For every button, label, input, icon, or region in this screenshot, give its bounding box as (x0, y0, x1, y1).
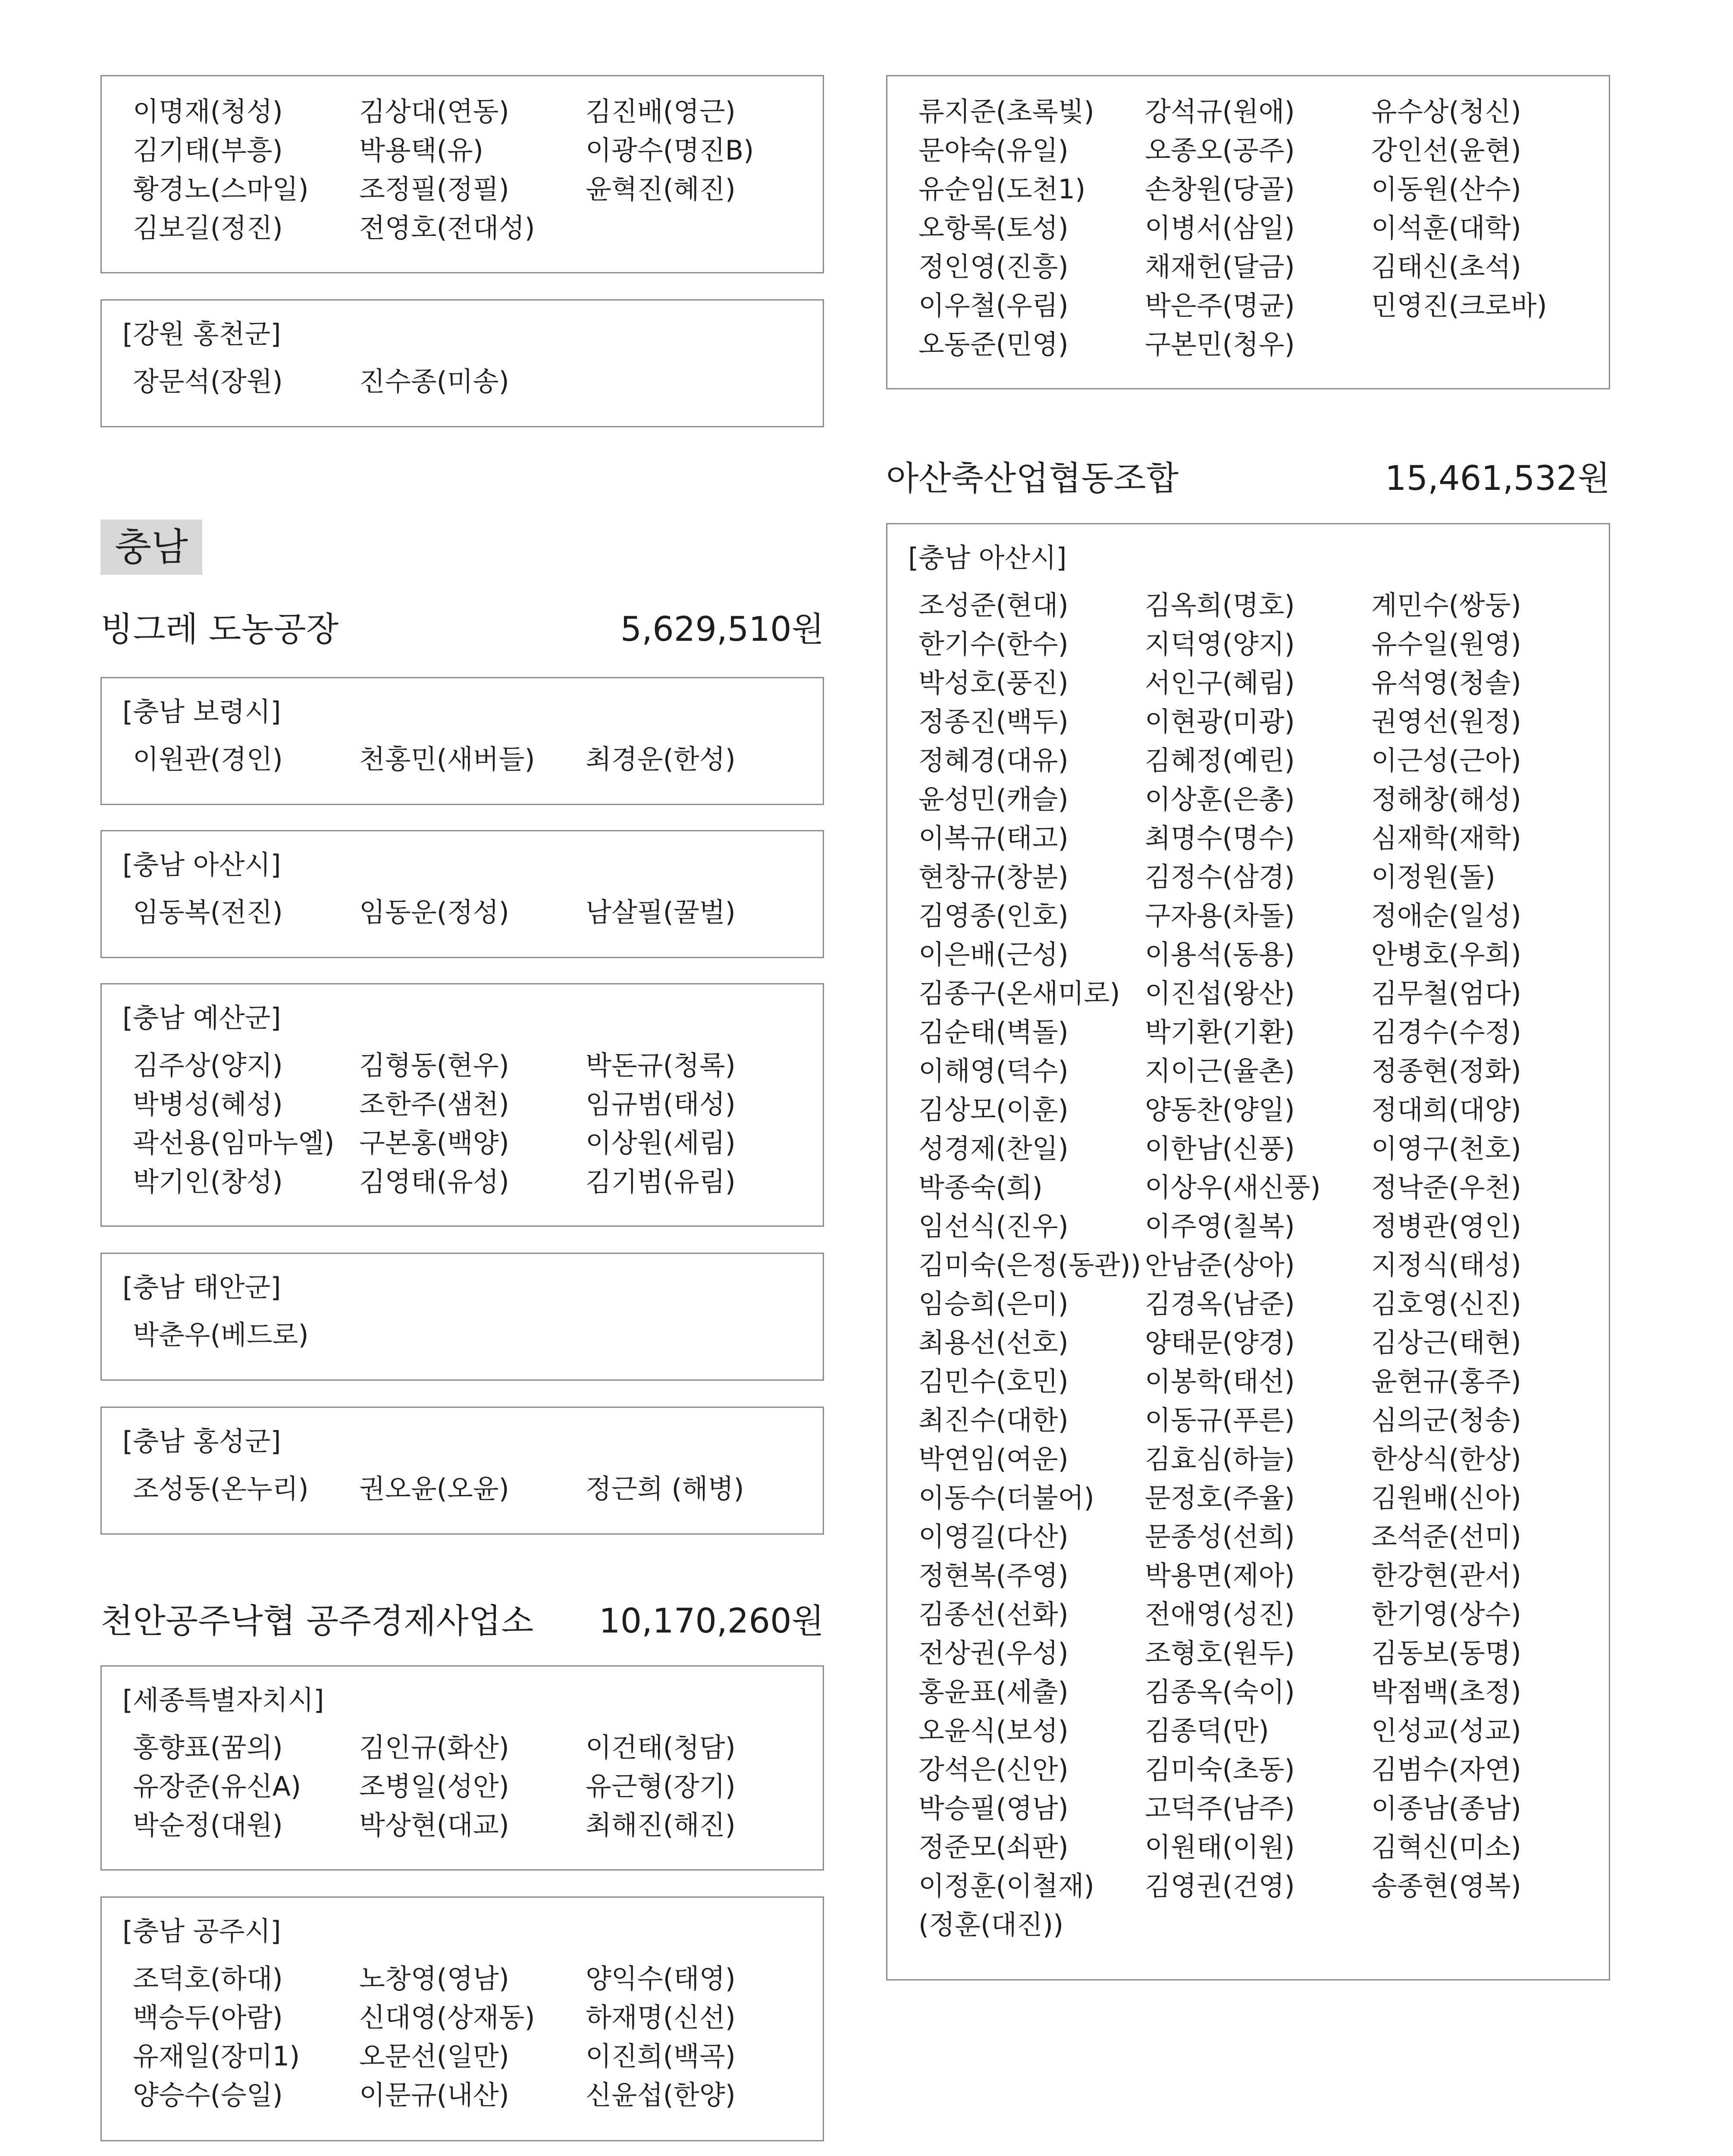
member-name: 김동보(동명) (1371, 1637, 1521, 1669)
member-name: 정종진(백두) (918, 706, 1069, 737)
member-name: 안병호(우희) (1371, 939, 1521, 970)
member-name: 유수상(청신) (1371, 96, 1521, 127)
member-name: 민영진(크로바) (1371, 290, 1547, 321)
member-name: 서인구(혜림) (1145, 667, 1295, 699)
org-amount: 15,461,532원 (1385, 459, 1610, 498)
member-name: 김무철(엄다) (1371, 978, 1521, 1009)
member-name: 박춘우(베드로) (133, 1319, 309, 1351)
member-name: 박기인(창성) (133, 1166, 283, 1197)
member-name: 윤혁진(혜진) (586, 173, 736, 205)
member-name: 이동규(푸른) (1145, 1404, 1295, 1436)
member-name: 박병성(혜성) (133, 1088, 283, 1120)
section-label: 충남 (100, 520, 202, 575)
member-name: 김정수(삼경) (1145, 861, 1295, 893)
member-name: 이광수(명진B) (586, 135, 754, 166)
member-name: 현창규(창분) (918, 861, 1069, 893)
member-name: 이종남(종남) (1371, 1792, 1521, 1824)
member-name: 권영선(원정) (1371, 706, 1521, 737)
region-label: [세종특별자치시] (122, 1684, 324, 1716)
org-amount: 5,629,510원 (620, 610, 824, 649)
member-name: 김보길(정진) (133, 212, 283, 244)
member-name: 성경제(찬일) (918, 1133, 1069, 1164)
member-name: 이봉학(태선) (1145, 1366, 1295, 1397)
member-name: 김인규(화산) (359, 1732, 509, 1763)
member-name: 박용면(제아) (1145, 1560, 1295, 1591)
member-name: 김주상(양지) (133, 1050, 283, 1081)
region-box-gangwon-hongcheon (100, 299, 824, 427)
member-name: 이문규(내산) (359, 2079, 509, 2111)
member-name: 박연임(여운) (918, 1443, 1069, 1475)
member-name: 유석영(청솔) (1371, 667, 1521, 699)
member-name: 고덕주(남주) (1145, 1792, 1295, 1824)
member-name: 박용택(유) (359, 135, 483, 166)
member-name: 유순임(도천1) (918, 173, 1086, 205)
member-name: 조한주(샘천) (359, 1088, 509, 1120)
member-name: 이우철(우림) (918, 290, 1069, 321)
member-name: 최경운(한성) (586, 743, 736, 775)
member-name: (정훈(대진)) (918, 1909, 1064, 1940)
member-name: 이진섭(왕산) (1145, 978, 1295, 1009)
member-name: 한기영(상수) (1371, 1598, 1521, 1630)
member-name: 정애순(일성) (1371, 900, 1521, 931)
member-name: 문종성(선희) (1145, 1521, 1295, 1552)
region-label: [충남 보령시] (122, 696, 281, 727)
region-label: [충남 공주시] (122, 1915, 281, 1947)
member-name: 양태문(양경) (1145, 1327, 1295, 1358)
member-name: 정종현(정화) (1371, 1055, 1521, 1087)
region-box (100, 1407, 824, 1535)
member-name: 이영구(천호) (1371, 1133, 1521, 1164)
member-name: 이복규(태고) (918, 822, 1069, 854)
member-name: 김옥희(명호) (1145, 589, 1295, 621)
member-name: 박성호(풍진) (918, 667, 1069, 699)
member-name: 이은배(근성) (918, 939, 1069, 970)
member-name: 손창원(당골) (1145, 173, 1295, 205)
member-name: 김태신(초석) (1371, 251, 1521, 282)
member-name: 이건태(청담) (586, 1732, 736, 1763)
member-name: 임선식(진우) (918, 1210, 1069, 1242)
region-box (100, 1253, 824, 1381)
region-box (100, 830, 824, 958)
member-name: 이영길(다산) (918, 1521, 1069, 1552)
member-name: 임승희(은미) (918, 1288, 1069, 1319)
member-name: 장문석(장원) (133, 366, 283, 397)
member-name: 노창영(영남) (359, 1963, 509, 1994)
member-name: 이상훈(은총) (1145, 783, 1295, 815)
member-name: 임규범(태성) (586, 1088, 736, 1120)
member-name: 김경수(수정) (1371, 1016, 1521, 1048)
region-label: [충남 홍성군] (122, 1426, 281, 1457)
member-name: 계민수(쌍둥) (1371, 589, 1521, 621)
member-name: 김기범(유림) (586, 1166, 736, 1197)
member-name: 한강현(관서) (1371, 1560, 1521, 1591)
member-name: 오동준(민영) (918, 329, 1069, 360)
member-name: 권오윤(오윤) (359, 1473, 509, 1504)
member-name: 문정호(주율) (1145, 1482, 1295, 1514)
member-name: 백승두(아람) (133, 2002, 283, 2033)
member-name: 오종오(공주) (1145, 135, 1295, 166)
member-name: 김원배(신아) (1371, 1482, 1521, 1514)
member-name: 구본민(청우) (1145, 329, 1295, 360)
member-name: 김범수(자연) (1371, 1754, 1521, 1785)
member-name: 조병일(성안) (359, 1771, 509, 1802)
member-name: 전영호(전대성) (359, 212, 535, 244)
member-name: 김상근(태현) (1371, 1327, 1521, 1358)
region-box (100, 983, 824, 1227)
member-name: 이근성(근아) (1371, 745, 1521, 776)
member-name: 강인선(윤현) (1371, 135, 1521, 166)
member-name: 송종현(영복) (1371, 1870, 1521, 1902)
member-name: 안남준(상아) (1145, 1249, 1295, 1281)
member-name: 조성동(온누리) (133, 1473, 309, 1504)
member-name: 조형호(원두) (1145, 1637, 1295, 1669)
member-name: 조정필(정필) (359, 173, 509, 205)
member-name: 전애영(성진) (1145, 1598, 1295, 1630)
member-name: 이원태(이원) (1145, 1831, 1295, 1863)
member-name: 이주영(칠복) (1145, 1210, 1295, 1242)
org-amount: 10,170,260원 (599, 1602, 824, 1641)
member-name: 홍윤표(세출) (918, 1676, 1069, 1708)
member-name: 유수일(원영) (1371, 628, 1521, 660)
member-name: 양동찬(양일) (1145, 1094, 1295, 1125)
member-name: 박승필(영남) (918, 1792, 1069, 1824)
member-name: 지정식(태성) (1371, 1249, 1521, 1281)
member-name: 윤현규(홍주) (1371, 1366, 1521, 1397)
member-name: 김종옥(숙이) (1145, 1676, 1295, 1708)
member-name: 최해진(해진) (586, 1809, 736, 1841)
region-label: [충남 아산시] (122, 849, 281, 881)
member-name: 신대영(상재동) (359, 2002, 535, 2033)
region-box (100, 677, 824, 805)
member-name: 남살필(꿀벌) (586, 896, 736, 928)
member-name: 이석훈(대학) (1371, 212, 1521, 244)
member-name: 정대희(대양) (1371, 1094, 1521, 1125)
member-name: 이병서(삼일) (1145, 212, 1295, 244)
region-label: [충남 예산군] (122, 1002, 281, 1034)
member-name: 신윤섭(한양) (586, 2079, 736, 2111)
member-name: 지이근(율촌) (1145, 1055, 1295, 1087)
member-name: 김영종(인호) (918, 900, 1069, 931)
member-name: 정근희 (해병) (586, 1473, 744, 1504)
org-title: 아산축산업협동조합 (886, 459, 1179, 498)
member-name: 박기환(기환) (1145, 1016, 1295, 1048)
member-name: 정낙준(우천) (1371, 1172, 1521, 1203)
member-name: 김미숙(초동) (1145, 1754, 1295, 1785)
member-name: 지덕영(양지) (1145, 628, 1295, 660)
member-name: 유근형(장기) (586, 1771, 736, 1802)
member-name: 채재헌(달금) (1145, 251, 1295, 282)
member-name: 정현복(주영) (918, 1560, 1069, 1591)
member-name: 정병관(영인) (1371, 1210, 1521, 1242)
member-name: 천홍민(새버들) (359, 743, 535, 775)
member-name: 김상모(이훈) (918, 1094, 1069, 1125)
member-name: 진수종(미송) (359, 366, 509, 397)
member-name: 양승수(승일) (133, 2079, 283, 2111)
member-name: 정준모(쇠판) (918, 1831, 1069, 1863)
member-name: 김종선(선화) (918, 1598, 1069, 1630)
member-name: 류지준(초록빛) (918, 96, 1094, 127)
member-name: 김진배(영근) (586, 96, 736, 127)
member-name: 유장준(유신A) (133, 1771, 301, 1802)
member-name: 정인영(진흥) (918, 251, 1069, 282)
member-name: 김영권(건영) (1145, 1870, 1295, 1902)
member-name: 강석은(신안) (918, 1754, 1069, 1785)
member-name: 이현광(미광) (1145, 706, 1295, 737)
member-name: 이상우(새신풍) (1145, 1172, 1321, 1203)
region-label: [충남 태안군] (122, 1272, 281, 1303)
member-name: 이진희(백곡) (586, 2040, 736, 2072)
member-name: 한상식(한상) (1371, 1443, 1521, 1475)
member-name: 이정원(돌) (1371, 861, 1495, 893)
member-name: 구자용(차돌) (1145, 900, 1295, 931)
member-name: 김경옥(남준) (1145, 1288, 1295, 1319)
member-name: 이용석(동용) (1145, 939, 1295, 970)
member-name: 인성교(성교) (1371, 1715, 1521, 1746)
member-name: 전상권(우성) (918, 1637, 1069, 1669)
member-name: 김영태(유성) (359, 1166, 509, 1197)
member-name: 최용선(선호) (918, 1327, 1069, 1358)
member-name: 이원관(경인) (133, 743, 283, 775)
member-name: 김호영(신진) (1371, 1288, 1521, 1319)
member-name: 심재학(재학) (1371, 822, 1521, 854)
member-name: 구본홍(백양) (359, 1127, 509, 1159)
member-name: 이동원(산수) (1371, 173, 1521, 205)
member-name: 이동수(더불어) (918, 1482, 1094, 1514)
member-name: 김기태(부흥) (133, 135, 283, 166)
member-name: 황경노(스마일) (133, 173, 309, 205)
member-name: 이해영(덕수) (918, 1055, 1069, 1087)
member-name: 한기수(한수) (918, 628, 1069, 660)
member-name: 조덕호(하대) (133, 1963, 283, 1994)
member-name: 김효심(하늘) (1145, 1443, 1295, 1475)
member-name: 이상원(세림) (586, 1127, 736, 1159)
region-box (100, 1665, 824, 1871)
member-name: 임동운(정성) (359, 896, 509, 928)
org-title: 빙그레 도농공장 (100, 610, 339, 649)
member-name: 김형동(현우) (359, 1050, 509, 1081)
member-name: 박돈규(청록) (586, 1050, 736, 1081)
org-title: 천안공주낙협 공주경제사업소 (100, 1602, 534, 1641)
member-name: 이명재(청성) (133, 96, 283, 127)
member-name: 김민수(호민) (918, 1366, 1069, 1397)
name-box (886, 75, 1610, 389)
member-name: 김혁신(미소) (1371, 1831, 1521, 1863)
member-name: 최명수(명수) (1145, 822, 1295, 854)
region-label: [충남 아산시] (908, 542, 1067, 573)
region-box-chungnam-asan (886, 523, 1610, 1981)
member-name: 정해창(해성) (1371, 783, 1521, 815)
member-name: 오문선(일만) (359, 2040, 509, 2072)
member-name: 정혜경(대유) (918, 745, 1069, 776)
name-box (100, 75, 824, 273)
member-name: 조성준(현대) (918, 589, 1069, 621)
member-name: 김미숙(은정(동관)) (918, 1249, 1141, 1281)
member-name: 양익수(태영) (586, 1963, 736, 1994)
member-name: 유재일(장미1) (133, 2040, 300, 2072)
member-name: 박점백(초정) (1371, 1676, 1521, 1708)
member-name: 윤성민(캐슬) (918, 783, 1069, 815)
member-name: 임동복(전진) (133, 896, 283, 928)
member-name: 하재명(신선) (586, 2002, 736, 2033)
member-name: 박상현(대교) (359, 1809, 509, 1841)
member-name: 최진수(대한) (918, 1404, 1069, 1436)
member-name: 강석규(원애) (1145, 96, 1295, 127)
member-name: 이정훈(이철재) (918, 1870, 1094, 1902)
member-name: 오항록(토성) (918, 212, 1069, 244)
member-name: 오윤식(보성) (918, 1715, 1069, 1746)
member-name: 조석준(선미) (1371, 1521, 1521, 1552)
member-name: 홍향표(꿈의) (133, 1732, 283, 1763)
member-name: 박순정(대원) (133, 1809, 283, 1841)
member-name: 김혜정(예린) (1145, 745, 1295, 776)
member-name: 심의군(청송) (1371, 1404, 1521, 1436)
member-name: 곽선용(임마누엘) (133, 1127, 335, 1159)
member-name: 김상대(연동) (359, 96, 509, 127)
member-name: 김종덕(만) (1145, 1715, 1269, 1746)
region-box (100, 1896, 824, 2141)
member-name: 김종구(온새미로) (918, 978, 1120, 1009)
region-label: [강원 홍천군] (122, 318, 281, 350)
member-name: 박은주(명균) (1145, 290, 1295, 321)
member-name: 김순태(벽돌) (918, 1016, 1069, 1048)
member-name: 박종숙(희) (918, 1172, 1043, 1203)
member-name: 문야숙(유일) (918, 135, 1069, 166)
member-name: 이한남(신풍) (1145, 1133, 1295, 1164)
